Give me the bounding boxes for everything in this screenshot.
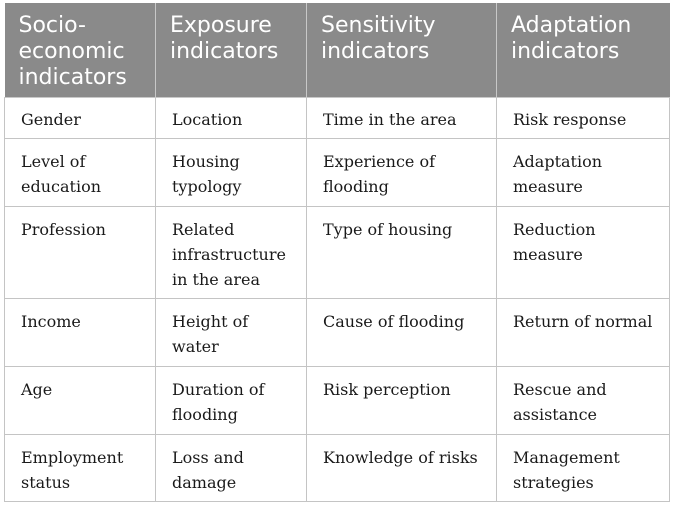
cell-exposure: Height of water (156, 299, 307, 367)
table-row (5, 299, 670, 367)
cell-sensitivity: Type of housing (307, 207, 497, 299)
cell-exposure: Duration of flooding (156, 367, 307, 435)
cell-sensitivity: Experience of flooding (307, 139, 497, 207)
cell-adaptation: Rescue and assistance (497, 367, 670, 435)
header-exposure: Exposure indicators (156, 3, 307, 98)
cell-exposure: Loss and damage (156, 435, 307, 502)
header-row (5, 3, 670, 98)
table-row (5, 435, 670, 502)
table-row (5, 367, 670, 435)
cell-socio-economic: Profession (5, 207, 156, 299)
cell-socio-economic: Level of education (5, 139, 156, 207)
table-row (5, 207, 670, 299)
cell-sensitivity: Cause of flooding (307, 299, 497, 367)
table-row (5, 98, 670, 139)
cell-adaptation: Reduction measure (497, 207, 670, 299)
cell-socio-economic: Gender (5, 98, 156, 139)
cell-socio-economic: Employment status (5, 435, 156, 502)
table-row (5, 139, 670, 207)
cell-sensitivity: Knowledge of risks (307, 435, 497, 502)
header-sensitivity: Sensitivity indicators (307, 3, 497, 98)
cell-adaptation: Management strategies (497, 435, 670, 502)
table-body (5, 98, 670, 502)
cell-adaptation: Adaptation measure (497, 139, 670, 207)
cell-exposure: Housing typology (156, 139, 307, 207)
cell-socio-economic: Age (5, 367, 156, 435)
cell-socio-economic: Income (5, 299, 156, 367)
cell-exposure: Related infrastructure in the area (156, 207, 307, 299)
cell-exposure: Location (156, 98, 307, 139)
header-adaptation: Adaptation indicators (497, 3, 670, 98)
cell-adaptation: Return of normal (497, 299, 670, 367)
cell-sensitivity: Time in the area (307, 98, 497, 139)
indicator-table (4, 3, 670, 502)
cell-adaptation: Risk response (497, 98, 670, 139)
table-header (5, 3, 670, 98)
cell-sensitivity: Risk perception (307, 367, 497, 435)
header-socio-economic: Socio-economic indicators (5, 3, 156, 98)
